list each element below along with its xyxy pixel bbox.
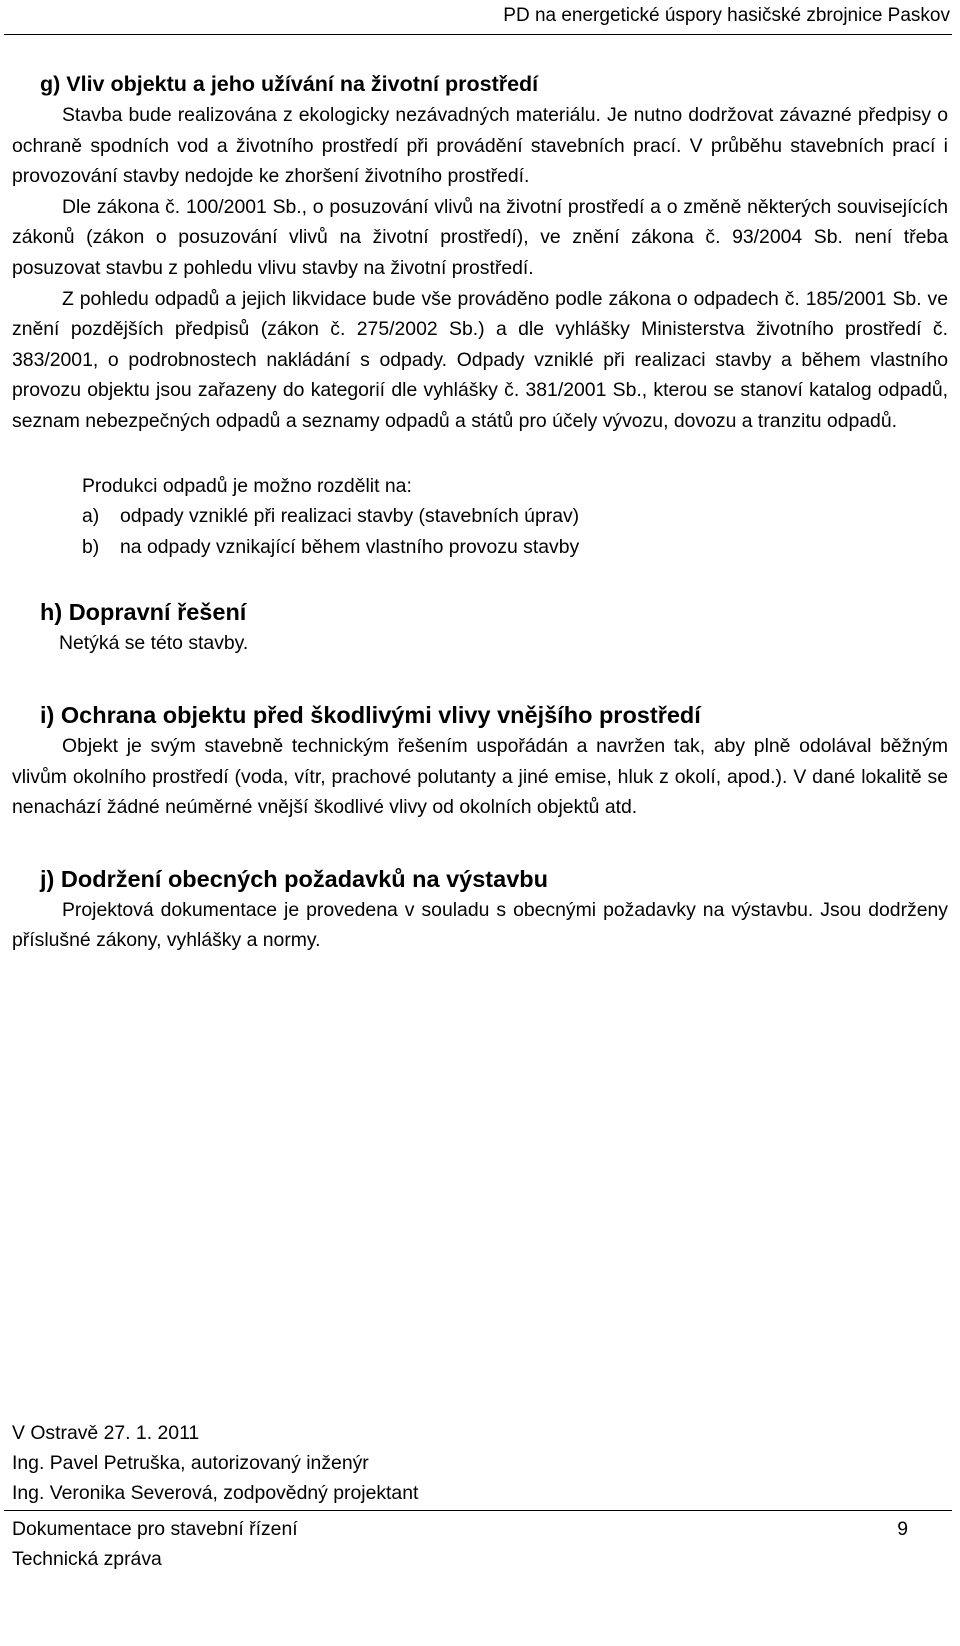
section-j-text: Projektová dokumentace je provedena v souladu s obecnými požadavky na výstavbu. Jsou dodrženy příslušné zákony, vyhlášky a normy. — [12, 898, 948, 952]
section-h-heading: h) Dopravní řešení — [40, 599, 247, 626]
list-item — [82, 501, 948, 532]
section-g-heading: g) Vliv objektu a jeho užívání na životní prostředí — [40, 72, 539, 96]
section-g — [12, 68, 948, 562]
section-g-paragraph-3: Z pohledu odpadů a jejich likvidace bude vše prováděno podle zákona o odpadech č. 185/2001 Sb. ve znění pozdějších předpisů (zákon č. 275/2002 Sb.) a dle vyhlášky Ministerstva životního prostředí č. 383/2001, o podrobnostech nakládání s odpady. Odpady vzniklé při realizaci stavby a během vlastního provozu objektu jsou zařazeny do kategorií dle vyhlášky č. 381/2001 Sb., kterou se stanoví katalog odpadů, seznam nebezpečných odpadů a seznamy odpadů a států pro účely vývozu, dovozu a tranzitu odpadů. — [12, 287, 948, 432]
section-g-paragraph-1: Stavba bude realizována z ekologicky nezávadných materiálu. Je nutno dodržovat závazné předpisy o ochraně spodních vod a životního prostředí při provádění stavebních prací. V průběhu stavebních prací i provozování stavby nedojde ke zhoršení životního prostředí. — [12, 104, 948, 188]
signature-block — [12, 1418, 418, 1508]
section-i-heading: i) Ochrana objektu před škodlivými vlivy vnějšího prostředí — [40, 701, 701, 728]
page-footer — [12, 1514, 908, 1574]
header-divider — [4, 34, 952, 35]
section-j — [12, 863, 948, 956]
section-h-text: Netýká se této stavby. — [59, 632, 249, 655]
section-i — [12, 699, 948, 823]
document-title: PD na energetické úspory hasičské zbrojnice Paskov — [503, 5, 950, 26]
page-header — [0, 0, 960, 36]
document-body — [12, 68, 948, 956]
page-number: 9 — [897, 1518, 908, 1540]
section-g-paragraph-2: Dle zákona č. 100/2001 Sb., o posuzování vlivů na životní prostředí a o změně některých souvisejících zákonů (zákon o posuzování vlivů na životní prostředí), ve znění zákona č. 93/2004 Sb. není třeba posuzovat stavbu z pohledu vlivu stavby na životní prostředí. — [12, 195, 948, 279]
place-date: V Ostravě 27. 1. 2011 — [12, 1422, 200, 1444]
list-item-text: na odpady vznikající během vlastního provozu stavby — [120, 535, 580, 558]
waste-list — [12, 471, 948, 563]
section-h — [12, 596, 948, 659]
footer-doc-type: Dokumentace pro stavební řízení — [12, 1518, 298, 1540]
list-item — [82, 532, 948, 563]
section-j-heading: j) Dodržení obecných požadavků na výstavbu — [40, 865, 548, 892]
waste-list-title: Produkci odpadů je možno rozdělit na: — [82, 474, 412, 497]
author-1: Ing. Pavel Petruška, autorizovaný inženýr — [12, 1452, 369, 1474]
list-item-text: odpady vzniklé při realizaci stavby (stavebních úprav) — [120, 505, 580, 528]
list-marker: a) — [82, 505, 100, 528]
footer-divider — [4, 1510, 952, 1511]
author-2: Ing. Veronika Severová, zodpovědný projektant — [12, 1482, 419, 1504]
section-i-text: Objekt je svým stavebně technickým řešením uspořádán a navržen tak, aby plně odolával běžným vlivům okolního prostředí (voda, vítr, prachové polutanty a jiné emise, hluk z okolí, apod.). V dané lokalitě se nenachází žádné neúměrné vnější škodlivé vlivy od okolních objektů atd. — [12, 734, 948, 819]
footer-report: Technická zpráva — [12, 1548, 162, 1570]
list-marker: b) — [82, 535, 100, 558]
